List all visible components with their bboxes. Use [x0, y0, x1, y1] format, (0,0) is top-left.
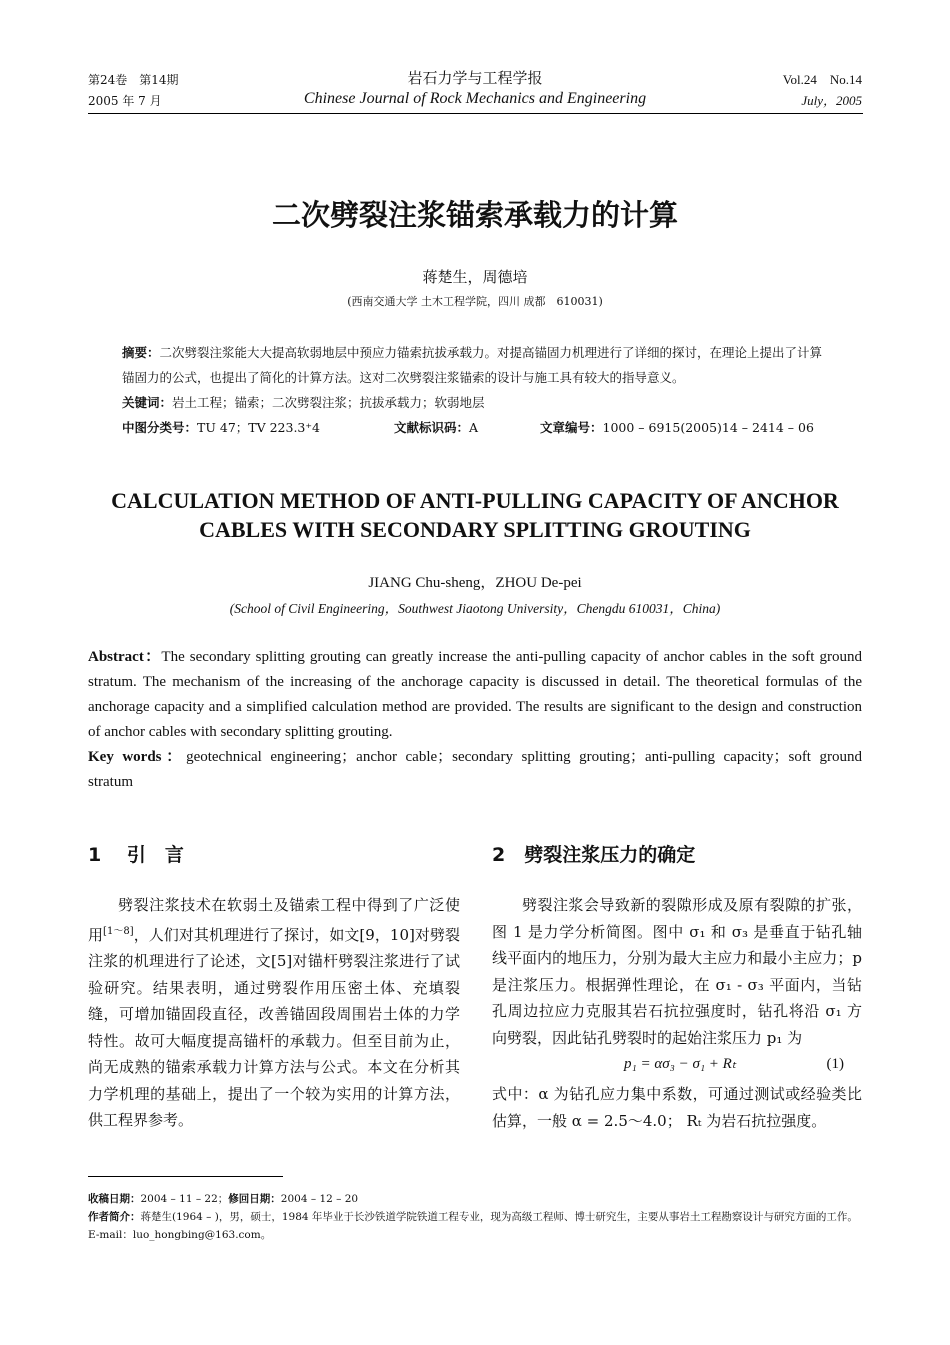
bio-label: 作者简介： — [88, 1211, 141, 1223]
abstract-en-text: The secondary splitting grouting can greatly increase the anti-pulling capacity of anchor cables in the soft ground stratum. The mechanism of the increasing of the anchorage capacity is discussed in detail. The theoretical formulas of the anchorage capacity and a simplified calculation method are provided. The results are significant to the design and construction of anchor cables with secondary splitting grouting. — [88, 649, 862, 740]
revised-date: 2004 – 12 – 20 — [280, 1193, 359, 1205]
authors-en: JIANG Chu-sheng，ZHOU De-pei — [368, 575, 582, 591]
paragraph: 式中：α 为钻孔应力集中系数，可通过测试或经验类比估算，一般 α = 2.5～4.0； Rₜ 为岩石抗拉强度。 — [492, 1085, 862, 1130]
volume-issue-en: Vol.24 No.14 — [782, 72, 862, 87]
equation-1 — [492, 1051, 862, 1081]
section-title: 引 言 — [126, 844, 184, 866]
section-2-text — [492, 892, 862, 1134]
abstract-cn-label: 摘要： — [122, 345, 160, 360]
authors-cn: 蒋楚生，周德培 — [422, 268, 528, 286]
journal-name-cn: 岩石力学与工程学报 — [407, 69, 543, 87]
keywords-en-text: geotechnical engineering；anchor cable；secondary splitting grouting；anti-pulling capacity；soft ground stratum — [88, 749, 862, 790]
section-1-heading — [88, 840, 184, 867]
section-2-heading — [492, 840, 695, 867]
abstract-en-label: Abstract： — [88, 649, 162, 665]
journal-name-en: Chinese Journal of Rock Mechanics and Engineering — [303, 90, 647, 107]
equation: p₁ = ασ₃ − σ₁ + Rₜ — [624, 1056, 737, 1072]
title-cn: 二次劈裂注浆锚索承载力的计算 — [271, 198, 678, 232]
doc-code-value: A — [469, 420, 479, 435]
section-number: 1 — [88, 844, 102, 866]
classification-label: 中图分类号： — [122, 420, 198, 435]
date-en: July，2005 — [801, 93, 862, 108]
article-number-label: 文章编号： — [540, 420, 603, 435]
doc-code-label: 文献标识码： — [394, 420, 470, 435]
section-1-text — [88, 892, 460, 1134]
footnote — [88, 1190, 863, 1244]
footnote-rule — [88, 1176, 283, 1177]
affiliation-en: (School of Civil Engineering，Southwest Jiaotong University，Chengdu 610031，China) — [229, 601, 721, 616]
classification-value: TU 47；TV 223.3⁺4 — [197, 420, 320, 435]
received-date: 2004 – 11 – 22； — [140, 1193, 229, 1205]
affiliation-cn: (西南交通大学 土木工程学院，四川 成都 610031) — [347, 295, 603, 308]
volume-issue-cn: 第24卷 第14期 — [88, 73, 179, 87]
date-cn: 2005 年 7 月 — [88, 94, 162, 108]
author-bio: 蒋楚生(1964 – )，男，硕士，1984 年毕业于长沙铁道学院铁道工程专业，现为高级工程师、博士研究生，主要从事岩土工程勘察设计与研究方面的工作。E-mail：luo_hongbing@163.com。 — [88, 1211, 858, 1241]
keywords-cn-text: 岩土工程；锚索；二次劈裂注浆；抗拔承载力；软弱地层 — [172, 395, 485, 410]
citation: [1～8] — [103, 925, 134, 937]
keywords-cn-label: 关键词： — [122, 395, 173, 410]
equation-number: (1) — [826, 1056, 844, 1072]
paragraph-text: ，人们对其机理进行了探讨，如文[9，10]对劈裂注浆的机理进行了论述，文[5]对锚杆劈裂注浆进行了试验研究。结果表明，通过劈裂作用压密土体、充填裂缝，可增加锚固段直径，改善锚固段周围岩土体的力学特性。故可大幅度提高锚杆的承载力。但至目前为止，尚无成熟的锚索承载力计算方法与公式。本文在分析其力学机理的基础上，提出了一个较为实用的计算方法，供工程界参考。 — [88, 925, 460, 1129]
paragraph-text: 劈裂注浆技术在软弱土及锚索工程中得到了广泛使用 — [88, 896, 460, 944]
title-en: CALCULATION METHOD OF ANTI-PULLING CAPACITY OF ANCHOR CABLES WITH SECONDARY SPLITTING GROUTING — [111, 488, 839, 542]
revised-label: 修回日期： — [228, 1193, 281, 1205]
section-number: 2 — [492, 844, 506, 866]
abstract-cn-text: 二次劈裂注浆能大大提高软弱地层中预应力锚索抗拔承载力。对提高锚固力机理进行了详细的探讨，在理论上提出了计算锚固力的公式，也提出了简化的计算方法。这对二次劈裂注浆锚索的设计与施工具有较大的指导意义。 — [122, 345, 823, 385]
received-label: 收稿日期： — [88, 1193, 141, 1205]
header-rule — [88, 113, 863, 114]
article-number-value: 1000 – 6915(2005)14 – 2414 – 06 — [602, 420, 814, 435]
abstract-en — [88, 645, 862, 795]
section-title: 劈裂注浆压力的确定 — [524, 844, 696, 866]
keywords-en-label: Key words： — [88, 749, 187, 765]
abstract-cn — [122, 340, 834, 440]
paragraph: 劈裂注浆会导致新的裂隙形成及原有裂隙的扩张，图 1 是力学分析简图。图中 σ₁ 和 σ₃ 是垂直于钻孔轴线平面内的地压力，分别为最大主应力和最小主应力；p 是注浆压力。根据弹性理论，在 σ₁ - σ₃ 平面内，当钻孔周边拉应力克服其岩石抗拉强度时，钻孔将沿 σ₁ 方向劈裂，因此钻孔劈裂时的起始注浆压力 p₁ 为 — [492, 896, 862, 1047]
